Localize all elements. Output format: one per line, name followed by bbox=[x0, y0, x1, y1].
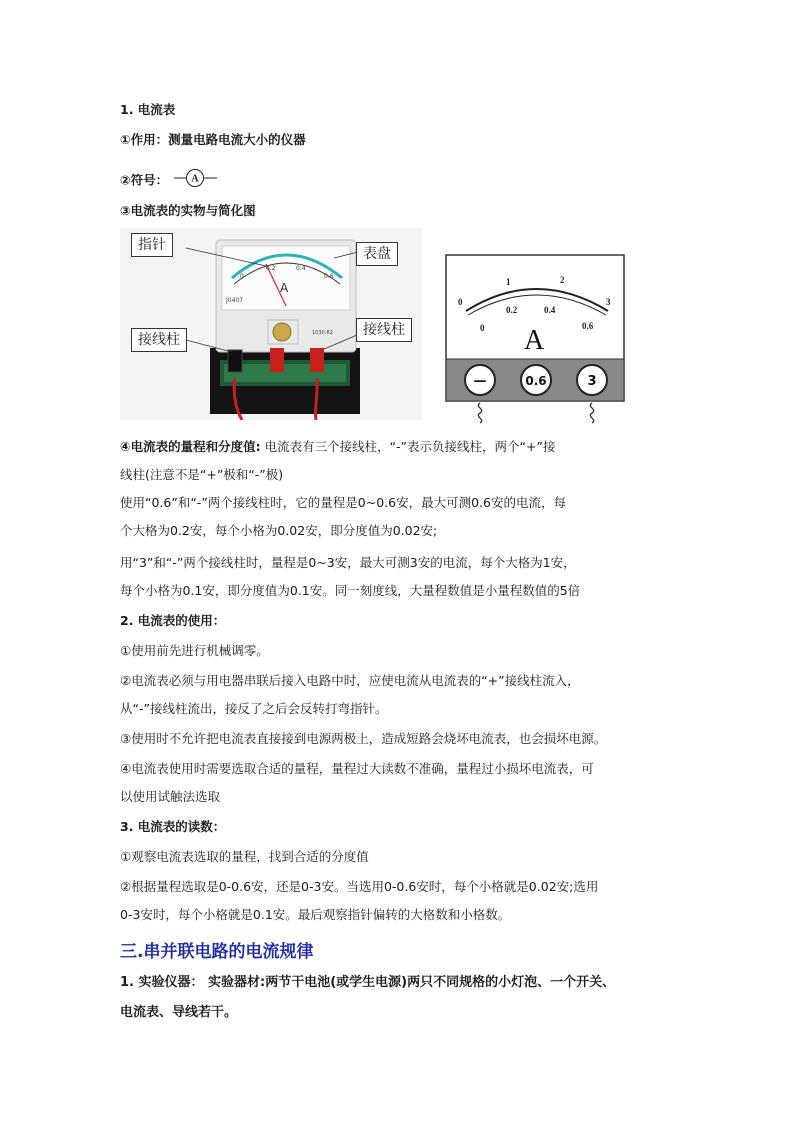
label-post-left: 接线柱 bbox=[131, 328, 187, 352]
range-line-1-rest: 电流表有三个接线柱，“-”表示负接线柱，两个“+”接 bbox=[260, 439, 556, 454]
upper-scale-0: 0 bbox=[458, 297, 463, 307]
label-needle: 指针 bbox=[131, 233, 173, 257]
reading-line-1: ①观察电流表选取的量程，找到合适的分度值 bbox=[120, 849, 369, 864]
apparatus-line-2: 电流表、导线若干。 bbox=[120, 1005, 238, 1020]
reading-line-3: 0-3安时，每个小格就是0.1安。最后观察指针偏转的大格数和小格数。 bbox=[120, 907, 511, 922]
usage-line-5: ④电流表使用时需要选取合适的量程，量程过大读数不准确，量程过小损坏电流表，可 bbox=[120, 761, 594, 776]
range-line-4: 个大格为0.2安，每个小格为0.02安，即分度值为0.02安; bbox=[120, 523, 438, 538]
range-line-2: 线柱(注意不是“+”极和“-”极) bbox=[120, 467, 284, 482]
lower-scale-0: 0 bbox=[480, 323, 485, 333]
lower-scale-1: 0.2 bbox=[506, 305, 518, 315]
meter-code: 1030-82 bbox=[312, 330, 333, 336]
chapter-heading: 三.串并联电路的电流规律 bbox=[120, 942, 314, 962]
label-post-right: 接线柱 bbox=[356, 318, 412, 342]
usage-line-6: 以使用试触法选取 bbox=[120, 789, 221, 804]
ammeter-diagram bbox=[444, 253, 634, 423]
usage-line-4: ③使用时不允许把电流表直接接到电源两极上，造成短路会烧坏电流表，也会损坏电源。 bbox=[120, 731, 607, 746]
dial-scale-2: 0.4 bbox=[296, 265, 306, 272]
photo-caption: ③电流表的实物与简化图 bbox=[120, 203, 256, 218]
terminal-3: 3 bbox=[587, 374, 597, 389]
upper-scale-2: 2 bbox=[560, 275, 565, 285]
terminal-minus: — bbox=[473, 374, 487, 389]
dial-letter: A bbox=[280, 281, 289, 295]
range-line-6: 每个小格为0.1安，即分度值为0.1安。同一刻度线，大量程数值是小量程数值的5倍 bbox=[120, 583, 581, 598]
dial-scale-3: 0.6 bbox=[324, 273, 334, 280]
range-lead: ④电流表的量程和分度值: bbox=[120, 439, 261, 454]
usage-line-1: ①使用前先进行机械调零。 bbox=[120, 643, 269, 658]
lower-scale-3: 0.6 bbox=[582, 321, 594, 331]
label-dial: 表盘 bbox=[356, 242, 398, 266]
range-line-5: 用“3”和“-”两个接线柱时，量程是0~3安，最大可测3安的电流，每个大格为1安， bbox=[120, 555, 576, 570]
function-text: ①作用：测量电路电流大小的仪器 bbox=[120, 132, 306, 147]
lower-scale-2: 0.4 bbox=[544, 305, 556, 315]
terminal-0-6: 0.6 bbox=[525, 374, 547, 388]
range-line-1 bbox=[120, 437, 555, 457]
upper-scale-1: 1 bbox=[506, 277, 511, 287]
dial-scale-0: 0 bbox=[240, 273, 244, 280]
range-line-3: 使用“0.6”和“-”两个接线柱时，它的量程是0~0.6安，最大可测0.6安的电流，每 bbox=[120, 495, 566, 510]
reading-line-2: ②根据量程选取是0-0.6安，还是0-3安。当选用0-0.6安时，每个小格就是0.02安;选用 bbox=[120, 879, 599, 894]
symbol-line bbox=[120, 168, 218, 194]
upper-scale-3: 3 bbox=[606, 297, 611, 307]
apparatus-line-1: 1. 实验仪器： 实验器材:两节干电池(或学生电源)两只不同规格的小灯泡、一个开关、 bbox=[120, 975, 616, 990]
section-3-title: 3. 电流表的读数： bbox=[120, 819, 226, 834]
section-1-title: 1. 电流表 bbox=[120, 102, 176, 117]
symbol-label: ②符号： bbox=[120, 172, 169, 188]
usage-line-2: ②电流表必须与用电器串联后接入电路中时，应使电流从电流表的“+”接线柱流入， bbox=[120, 673, 580, 688]
ammeter-photo bbox=[120, 228, 422, 420]
diagram-letter: A bbox=[524, 325, 545, 356]
ammeter-symbol-icon bbox=[174, 168, 218, 194]
section-2-title: 2. 电流表的使用： bbox=[120, 613, 226, 628]
meter-model: J0407 bbox=[226, 297, 244, 304]
symbol-letter: A bbox=[191, 173, 200, 185]
dial-scale-1: 0.2 bbox=[266, 265, 276, 272]
usage-line-3: 从“-”接线柱流出，接反了之后会反转打弯指针。 bbox=[120, 701, 388, 716]
